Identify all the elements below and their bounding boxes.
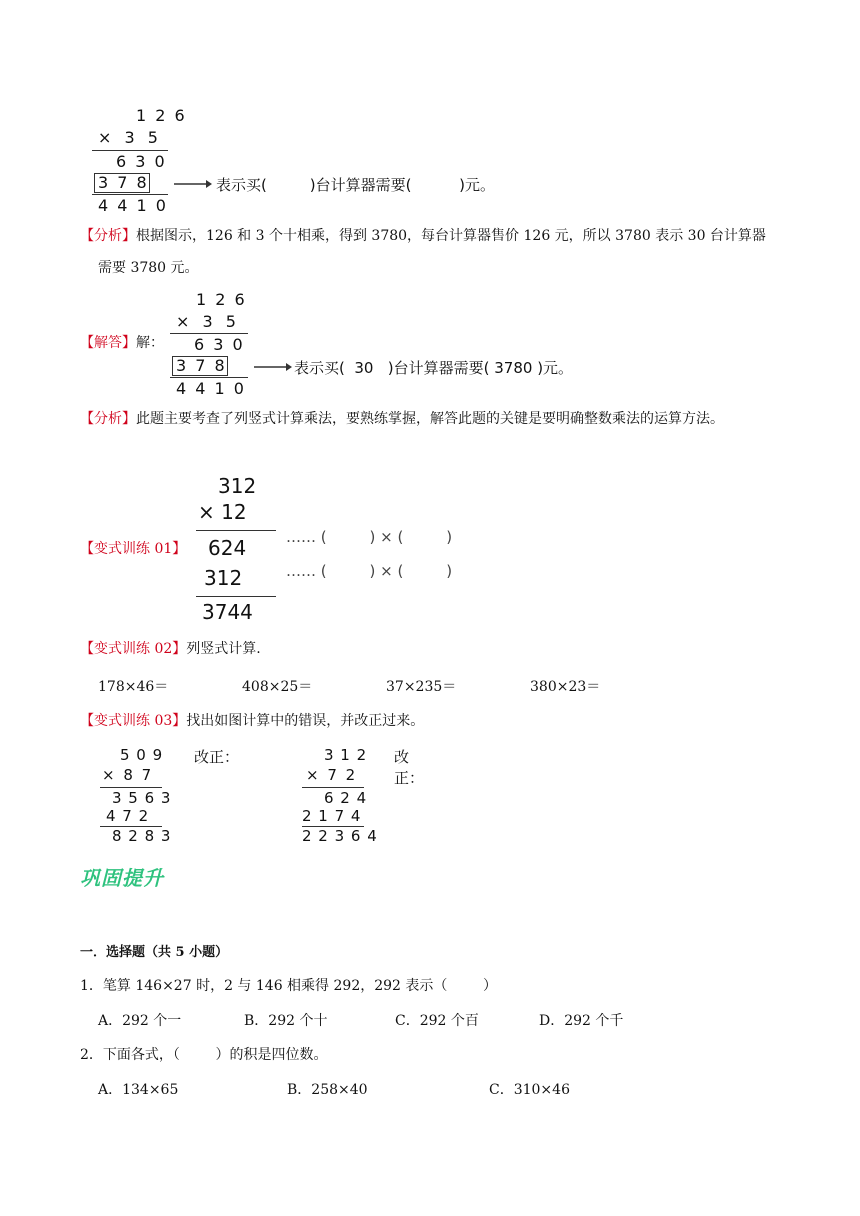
answer-tag: 【解答】 — [80, 335, 136, 351]
q1-option-a: A．292 个一 — [98, 1013, 182, 1029]
calc-row-1: 5 0 9 — [120, 746, 164, 764]
question-2: 2．下面各式，（ ）的积是四位数。 — [80, 1047, 328, 1063]
calc-row-5: 4 4 1 0 — [176, 379, 246, 398]
calc-row-5: 4 4 1 0 — [98, 196, 168, 215]
calc-row-4: 4 7 2 — [106, 807, 150, 825]
expr-4: 380×23＝ — [530, 679, 601, 695]
q2-option-b: B．258×40 — [287, 1082, 368, 1098]
calc-image-1 — [88, 104, 524, 214]
calc-row-5: 8 2 8 3 — [112, 827, 172, 845]
calc-row-1: 1 2 6 — [136, 106, 187, 125]
analysis-line-2: 需要 3780 元。 — [98, 260, 199, 276]
calc-row-2: × 8 7 — [102, 766, 154, 784]
variant2-tag: 【变式训练 02】 — [80, 641, 187, 657]
variant1-tag: 【变式训练 01】 — [80, 541, 187, 557]
calc-row-2: × 3 5 — [98, 128, 162, 147]
question-1: 1．笔算 146×27 时，2 与 146 相乘得 292，292 表示（ ） — [80, 978, 497, 994]
dots-line-2: …… ( ) × ( ) — [286, 562, 453, 580]
variant3-text: 找出如图计算中的错误，并改正过来。 — [186, 713, 425, 729]
answer-prefix: 解： — [136, 335, 164, 351]
analysis-line-1 — [80, 226, 766, 246]
calc-row-3: 6 3 0 — [194, 335, 245, 354]
calc-row-3: 6 3 0 — [116, 152, 167, 171]
calc-image-4 — [96, 744, 436, 844]
analysis-tag: 【分析】 — [80, 411, 136, 427]
arrow-right-icon — [174, 178, 212, 190]
analysis-text: 根据图示，126 和 3 个十相乘，得到 3780，每台计算器售价 126 元，所以 3780 表示 30 台计算器 — [136, 228, 766, 244]
variant3-tag: 【变式训练 03】 — [80, 713, 187, 729]
calc-row-3: 624 — [208, 536, 247, 560]
calc-image-2 — [166, 288, 602, 398]
variant2-line — [80, 639, 261, 659]
calc-caption: 表示买( 30 )台计算器需要( 3780 )元。 — [294, 359, 574, 377]
expr-3: 37×235＝ — [386, 679, 457, 695]
calc-row-5: 3744 — [202, 600, 253, 624]
q1-option-c: C．292 个百 — [395, 1013, 479, 1029]
calc-row-4: 2 1 7 4 — [302, 807, 362, 825]
q2-option-a: A．134×65 — [98, 1082, 179, 1098]
calc-row-1: 3 1 2 — [324, 746, 368, 764]
variant2-text: 列竖式计算. — [186, 641, 261, 657]
calc-row-1: 312 — [218, 474, 257, 498]
calc-row-4: 3 7 8 — [98, 173, 149, 192]
q1-option-d: D．292 个千 — [539, 1013, 624, 1029]
arrow-right-icon — [254, 361, 292, 373]
correction-label: 改正： — [194, 748, 240, 766]
calc-row-4: 3 7 8 — [176, 356, 227, 375]
calc-row-1: 1 2 6 — [196, 290, 247, 309]
calc-row-2: × 12 — [198, 500, 247, 524]
expr-2: 408×25＝ — [242, 679, 313, 695]
calc-row-4: 312 — [204, 566, 243, 590]
q2-option-c: C．310×46 — [489, 1082, 570, 1098]
answer-line — [80, 333, 164, 353]
section-heading: 巩固提升 — [80, 866, 164, 890]
dots-line-1: …… ( ) × ( ) — [286, 528, 453, 546]
correction-label: 改正： — [394, 748, 425, 787]
calc-row-3: 3 5 6 3 — [112, 789, 172, 807]
calc-row-2: × 7 2 — [306, 766, 358, 784]
part-title: 一．选择题（共 5 小题） — [80, 945, 229, 960]
variant3-line — [80, 711, 424, 731]
calc-row-3: 6 2 4 — [324, 789, 368, 807]
q1-option-b: B．292 个十 — [244, 1013, 328, 1029]
calc-caption: 表示买( )台计算器需要( )元。 — [216, 176, 496, 194]
calc-image-3 — [190, 472, 480, 628]
analysis-text: 此题主要考查了列竖式计算乘法，要熟练掌握，解答此题的关键是要明确整数乘法的运算方法。 — [136, 411, 724, 427]
calc-row-2: × 3 5 — [176, 312, 240, 331]
analysis2-line — [80, 409, 724, 429]
expr-1: 178×46＝ — [98, 679, 169, 695]
calc-row-5: 2 2 3 6 4 — [302, 827, 378, 845]
analysis-tag: 【分析】 — [80, 228, 136, 244]
